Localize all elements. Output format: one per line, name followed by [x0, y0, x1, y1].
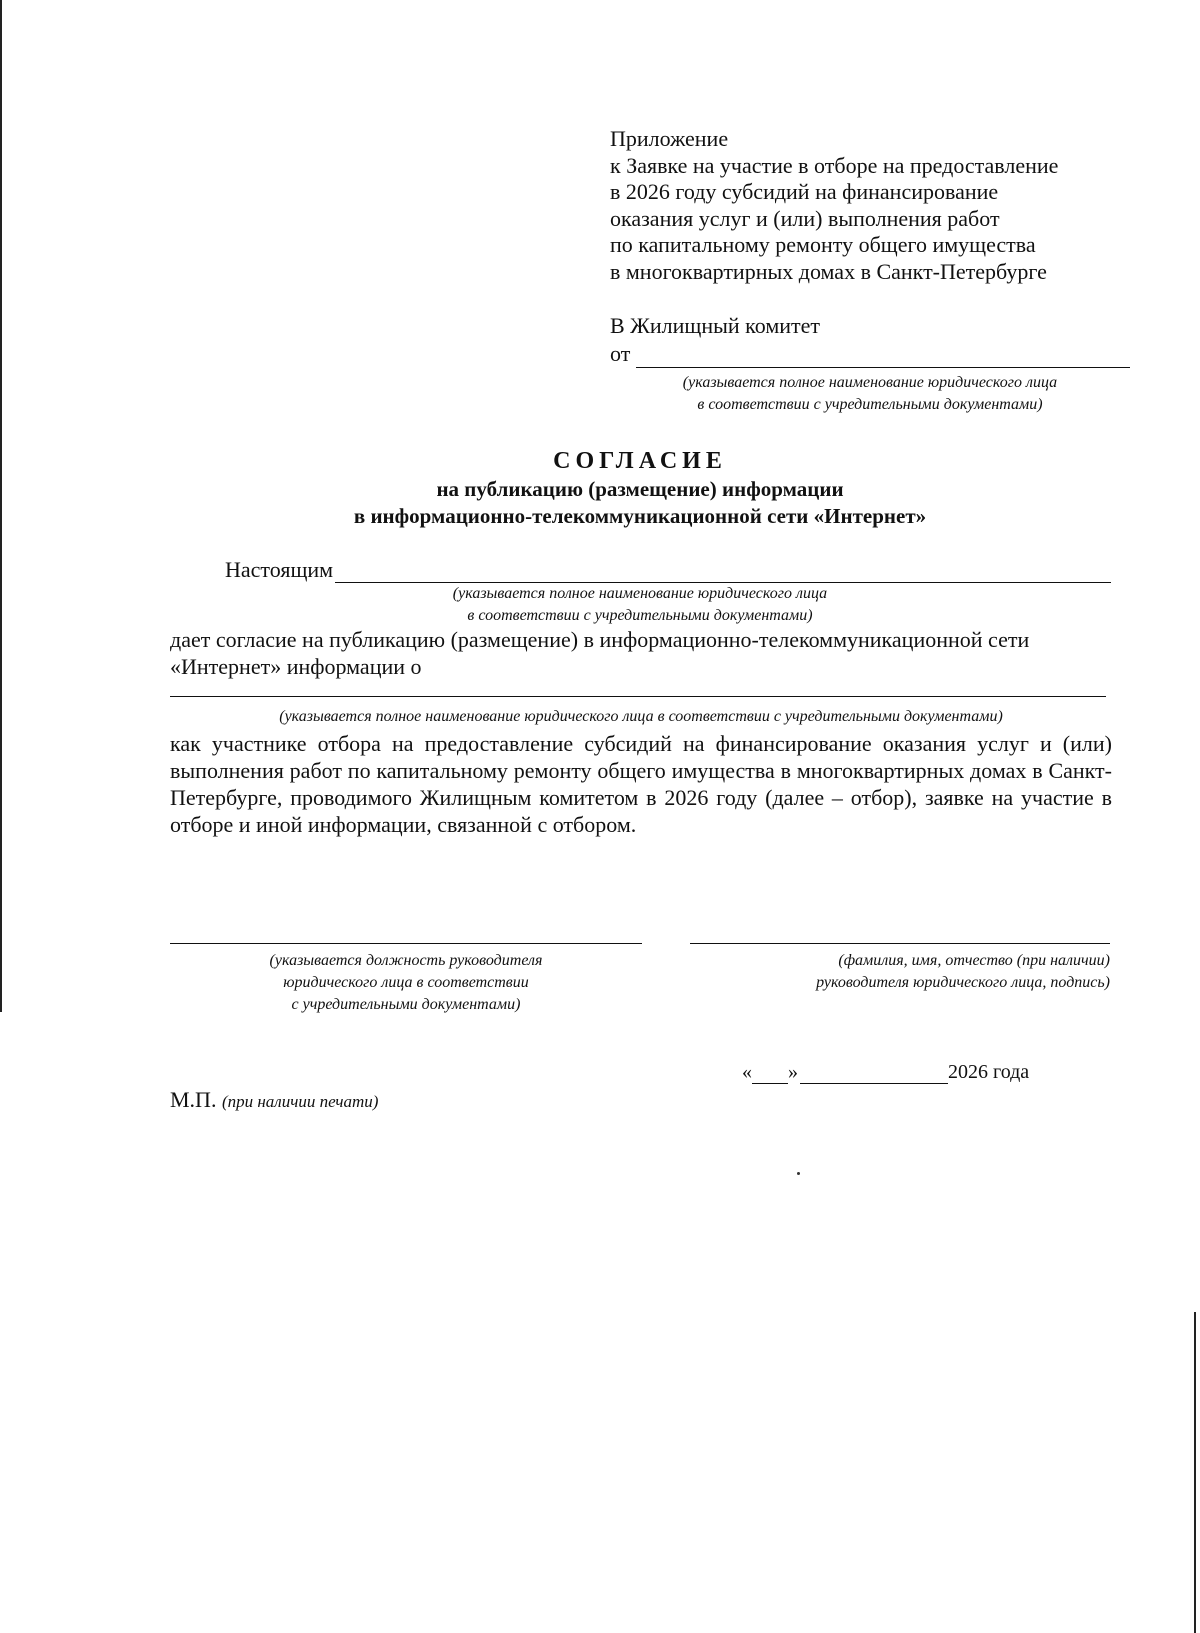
title-main: СОГЛАСИЕ — [553, 448, 727, 474]
position-blank[interactable] — [170, 942, 642, 944]
title-sub-line: на публикацию (размещение) информации — [436, 477, 844, 501]
stamp-note: (при наличии печати) — [221, 1092, 379, 1111]
document-title — [170, 446, 1110, 530]
date-year: 2026 года — [948, 1061, 1030, 1083]
name-signature-blank[interactable] — [690, 942, 1110, 944]
consent-paragraph-2: как участнике отбора на предоставление субсидий на финансирование оказания услуг и (или) выполнения работ по капитальному ремонту общего имущества в многоквартирных домах в Санкт-Петербурге, проводимого Жилищным комитетом в 2026 году (далее – отбор), заявке на участие в отборе и иной информации, связанной с отбором. — [170, 731, 1112, 837]
appendix-header — [610, 126, 1130, 285]
hint-line: руководителя юридического лица, подпись) — [816, 974, 1110, 991]
addressee-hint — [620, 372, 1120, 416]
hint-line: (фамилия, имя, отчество (при наличии) — [838, 952, 1110, 969]
scan-border-left — [0, 0, 2, 1012]
date-month-blank[interactable] — [800, 1065, 948, 1084]
appendix-line: Приложение — [610, 126, 729, 151]
appendix-line: в многоквартирных домах в Санкт-Петербурге — [610, 258, 1047, 284]
position-hint — [170, 950, 642, 1016]
date-row — [742, 1061, 1029, 1084]
hint-line: с учредительными документами) — [291, 996, 521, 1013]
addressee-block — [610, 312, 1130, 416]
hint-line: в соответствии с учредительными документами) — [467, 607, 813, 624]
consent-paragraph-1 — [170, 626, 1112, 680]
intro-label: Настоящим — [225, 557, 334, 582]
title-sub-line: в информационно-телекоммуникационной сети «Интернет» — [353, 504, 927, 528]
paragraph-line: дает согласие на публикацию (размещение) в информационно-телекоммуникационной сети — [170, 627, 1030, 652]
addressee-to: В Жилищный комитет — [610, 313, 821, 338]
signature-position-block — [170, 942, 642, 1016]
paragraph-line: «Интернет» информации о — [170, 654, 422, 679]
hint-line: (указывается должность руководителя — [269, 952, 543, 969]
hint-line: юридического лица в соответствии — [283, 974, 529, 991]
entity-name-blank[interactable] — [170, 696, 1106, 697]
appendix-line: по капитальному ремонту общего имущества — [610, 232, 1036, 257]
addressee-from-blank[interactable] — [636, 345, 1130, 368]
signature-name-block — [690, 942, 1110, 994]
hint-line: (указывается полное наименование юридического лица — [452, 585, 828, 602]
entity-name-hint: (указывается полное наименование юридического лица в соответствии с учредительными документами) — [279, 708, 1003, 725]
stamp-label: М.П. — [170, 1087, 217, 1112]
intro-hint — [340, 583, 940, 627]
name-signature-hint — [690, 950, 1110, 994]
addressee-from-row — [610, 340, 1130, 368]
hint-line: в соответствии с учредительными документами) — [697, 396, 1043, 413]
date-close-quote: » — [788, 1061, 798, 1083]
intro-row — [225, 557, 1111, 583]
appendix-line: к Заявке на участие в отборе на предоставление — [610, 152, 1059, 178]
appendix-line: в 2026 году субсидий на финансирование — [610, 179, 999, 204]
scan-border-right — [1194, 1312, 1196, 1633]
stamp-place — [170, 1087, 378, 1113]
date-day-blank[interactable] — [752, 1065, 788, 1084]
hint-line: (указывается полное наименование юридического лица — [682, 374, 1058, 391]
appendix-line: оказания услуг и (или) выполнения работ — [610, 205, 1000, 231]
date-open-quote: « — [742, 1061, 752, 1083]
intro-blank[interactable] — [335, 562, 1111, 583]
addressee-from-label: от — [610, 341, 631, 366]
scan-speck — [797, 1172, 800, 1175]
